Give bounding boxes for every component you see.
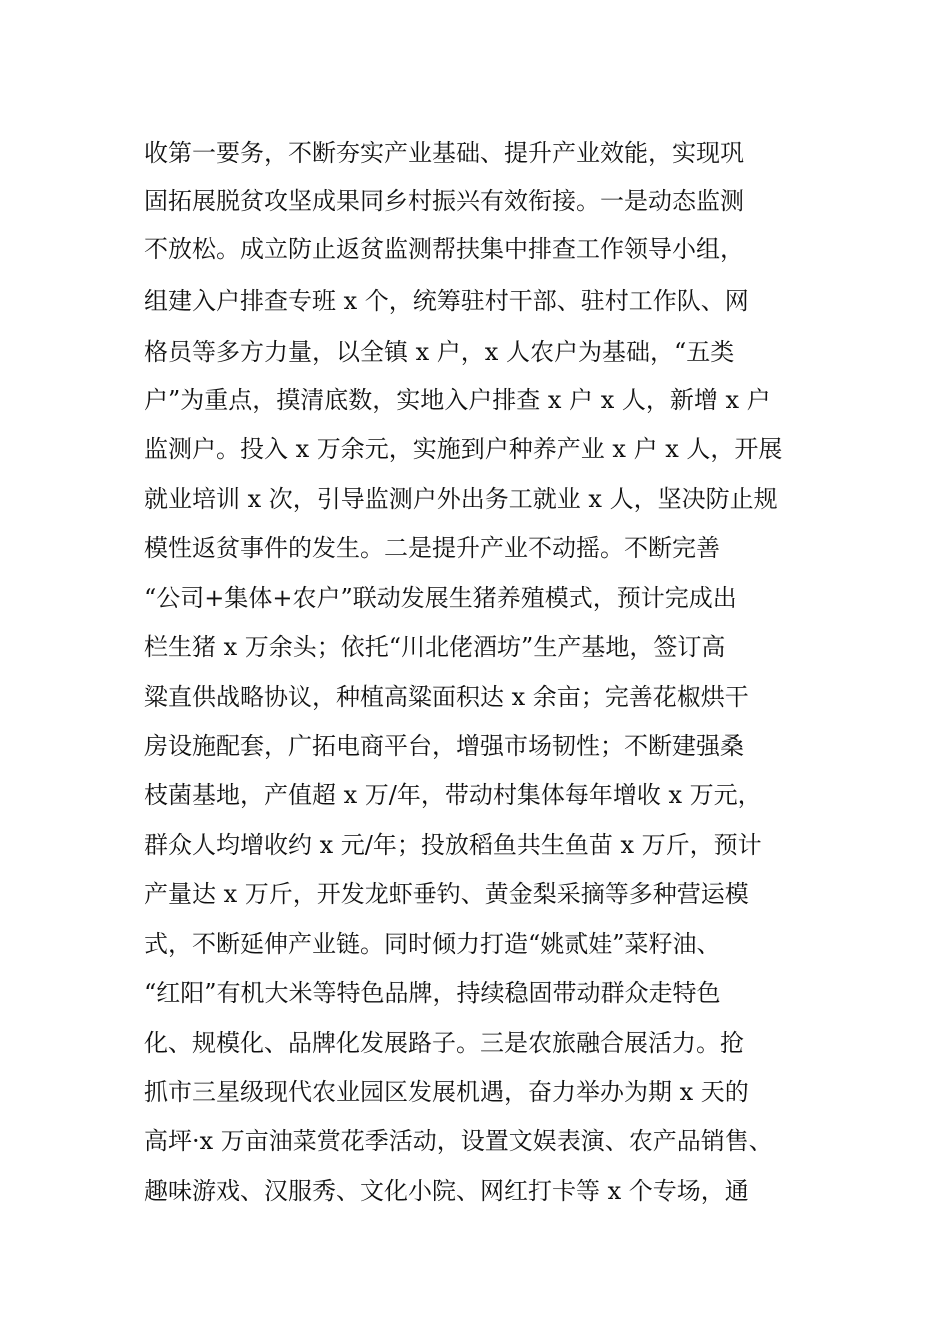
- text-line: 栏生猪 x 万余头；依托“川北佬酒坊”生产基地，签订高: [144, 633, 726, 661]
- text-line: 户”为重点，摸清底数，实地入户排查 x 户 x 人，新增 x 户: [144, 386, 771, 414]
- text-line: 组建入户排查专班 x 个，统筹驻村干部、驻村工作队、网: [144, 287, 749, 315]
- text-line: “红阳”有机大米等特色品牌，持续稳固带动群众走特色: [144, 979, 721, 1007]
- text-line: 化、规模化、品牌化发展路子。三是农旅融合展活力。抢: [144, 1029, 744, 1057]
- text-line: “公司+集体+农户”联动发展生猪养殖模式，预计完成出: [144, 584, 737, 612]
- text-line: 粱直供战略协议，种植高粱面积达 x 余亩；完善花椒烘干: [144, 683, 749, 711]
- text-line: 格员等多方力量，以全镇 x 户，x 人农户为基础，“五类: [144, 338, 735, 366]
- text-line: 就业培训 x 次，引导监测户外出务工就业 x 人，坚决防止规: [144, 485, 778, 513]
- text-line: 高坪·x 万亩油菜赏花季活动，设置文娱表演、农产品销售、: [144, 1127, 773, 1155]
- text-line: 产量达 x 万斤，开发龙虾垂钓、黄金梨采摘等多种营运模: [144, 880, 749, 908]
- text-line: 式，不断延伸产业链。同时倾力打造“姚贰娃”菜籽油、: [144, 930, 721, 958]
- text-line: 抓市三星级现代农业园区发展机遇，奋力举办为期 x 天的: [144, 1078, 749, 1106]
- text-line: 趣味游戏、汉服秀、文化小院、网红打卡等 x 个专场，通: [144, 1177, 749, 1205]
- text-line: 模性返贫事件的发生。二是提升产业不动摇。不断完善: [144, 534, 720, 562]
- text-line: 枝菌基地，产值超 x 万/年，带动村集体每年增收 x 万元，: [144, 781, 762, 809]
- text-line: 房设施配套，广拓电商平台，增强市场韧性；不断建强桑: [144, 732, 744, 760]
- text-line: 收第一要务，不断夯实产业基础、提升产业效能，实现巩: [144, 139, 744, 167]
- text-line: 固拓展脱贫攻坚成果同乡村振兴有效衔接。一是动态监测: [144, 187, 744, 215]
- text-line: 监测户。投入 x 万余元，实施到户种养产业 x 户 x 人，开展: [144, 435, 783, 463]
- text-line: 群众人均增收约 x 元/年；投放稻鱼共生鱼苗 x 万斤，预计: [144, 831, 762, 859]
- text-line: 不放松。成立防止返贫监测帮扶集中排查工作领导小组，: [144, 235, 744, 263]
